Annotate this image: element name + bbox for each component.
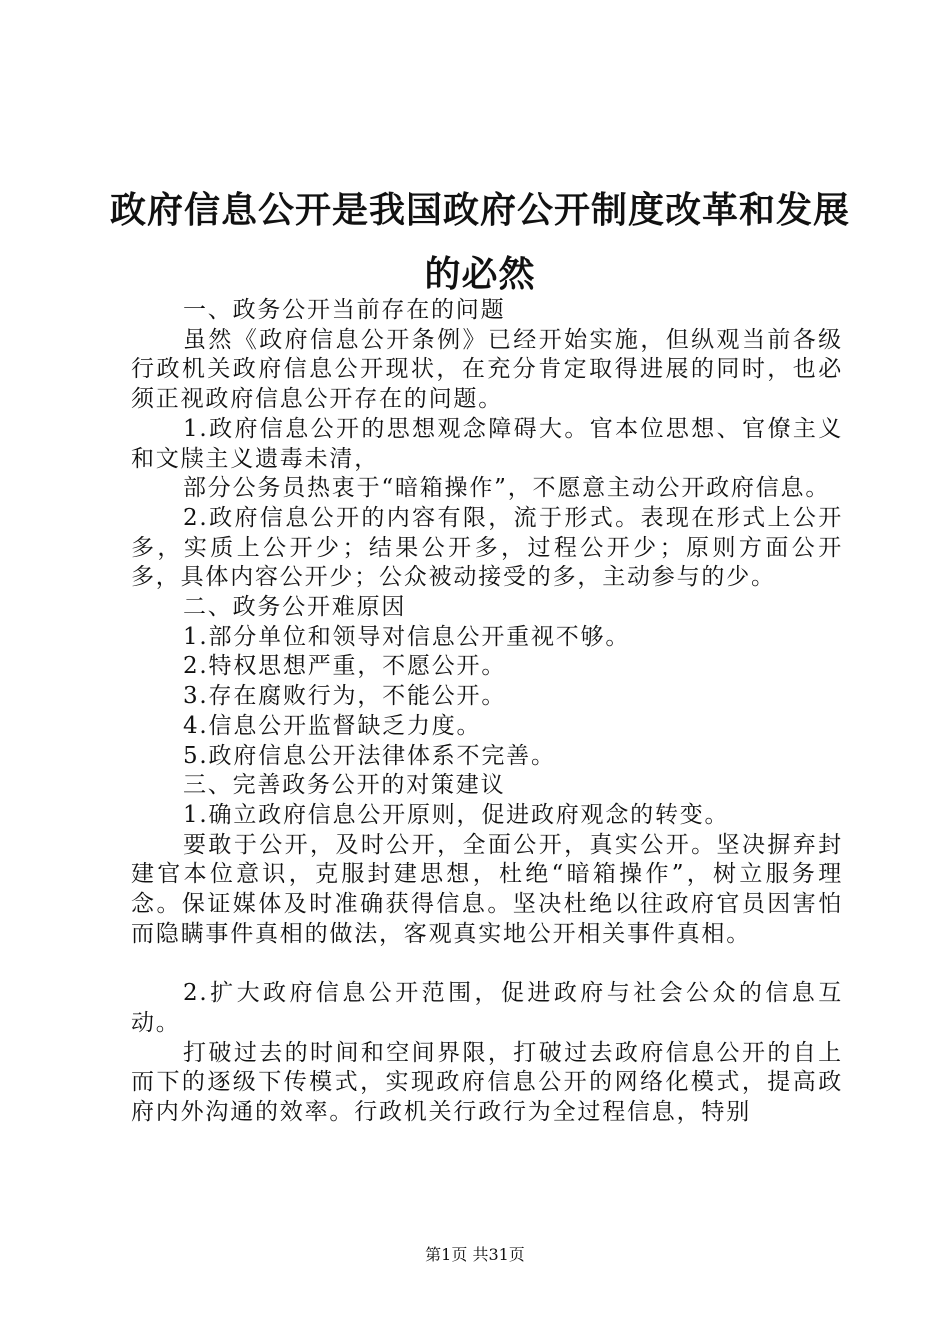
page-number-footer: 第1页 共31页 <box>425 1245 525 1264</box>
paragraph: 1.政府信息公开的思想观念障碍大。官本位思想、官僚主义和文牍主义遗毒未清， <box>131 415 843 472</box>
paragraph: 要敢于公开，及时公开，全面公开，真实公开。坚决摒弃封建官本位意识，克服封建思想，杜绝“暗箱操作”，树立服务理念。保证媒体及时准确获得信息。坚决杜绝以往政府官员因害怕而隐瞒事件真相的做法，客观真实地公开相关事件真相。 <box>131 831 843 947</box>
document-body <box>131 296 843 1128</box>
document-title <box>110 178 850 306</box>
title-line-1: 政府信息公开是我国政府公开制度改革和发展 <box>110 189 851 231</box>
list-item: 4.信息公开监督缺乏力度。 <box>183 712 482 739</box>
paragraph: 2.扩大政府信息公开范围，促进政府与社会公众的信息互动。 <box>131 980 843 1036</box>
section-heading-1: 一、政务公开当前存在的问题 <box>183 297 506 323</box>
title-line-2: 的必然 <box>424 253 536 295</box>
list-item: 2.特权思想严重，不愿公开。 <box>183 653 507 680</box>
section-heading-2: 二、政务公开难原因 <box>183 594 407 621</box>
paragraph: 打破过去的时间和空间界限，打破过去政府信息公开的自上而下的逐级下传模式，实现政府信息公开的网络化模式，提高政府内外沟通的效率。行政机关行政行为全过程信息，特别 <box>131 1039 843 1125</box>
paragraph: 2.政府信息公开的内容有限，流于形式。表现在形式上公开多，实质上公开少；结果公开多，过程公开少；原则方面公开多，具体内容公开少；公众被动接受的多，主动参与的少。 <box>131 504 843 591</box>
section-heading-3: 三、完善政务公开的对策建议 <box>183 772 506 799</box>
paragraph: 1.确立政府信息公开原则，促进政府观念的转变。 <box>183 801 730 828</box>
paragraph: 虽然《政府信息公开条例》已经开始实施，但纵观当前各级行政机关政府信息公开现状，在充分肯定取得进展的同时，也必须正视政府信息公开存在的问题。 <box>131 326 843 413</box>
list-item: 3.存在腐败行为，不能公开。 <box>183 683 507 710</box>
paragraph: 部分公务员热衷于“暗箱操作”，不愿意主动公开政府信息。 <box>183 475 831 502</box>
list-item: 1.部分单位和领导对信息公开重视不够。 <box>183 623 631 650</box>
list-item: 5.政府信息公开法律体系不完善。 <box>183 742 556 769</box>
